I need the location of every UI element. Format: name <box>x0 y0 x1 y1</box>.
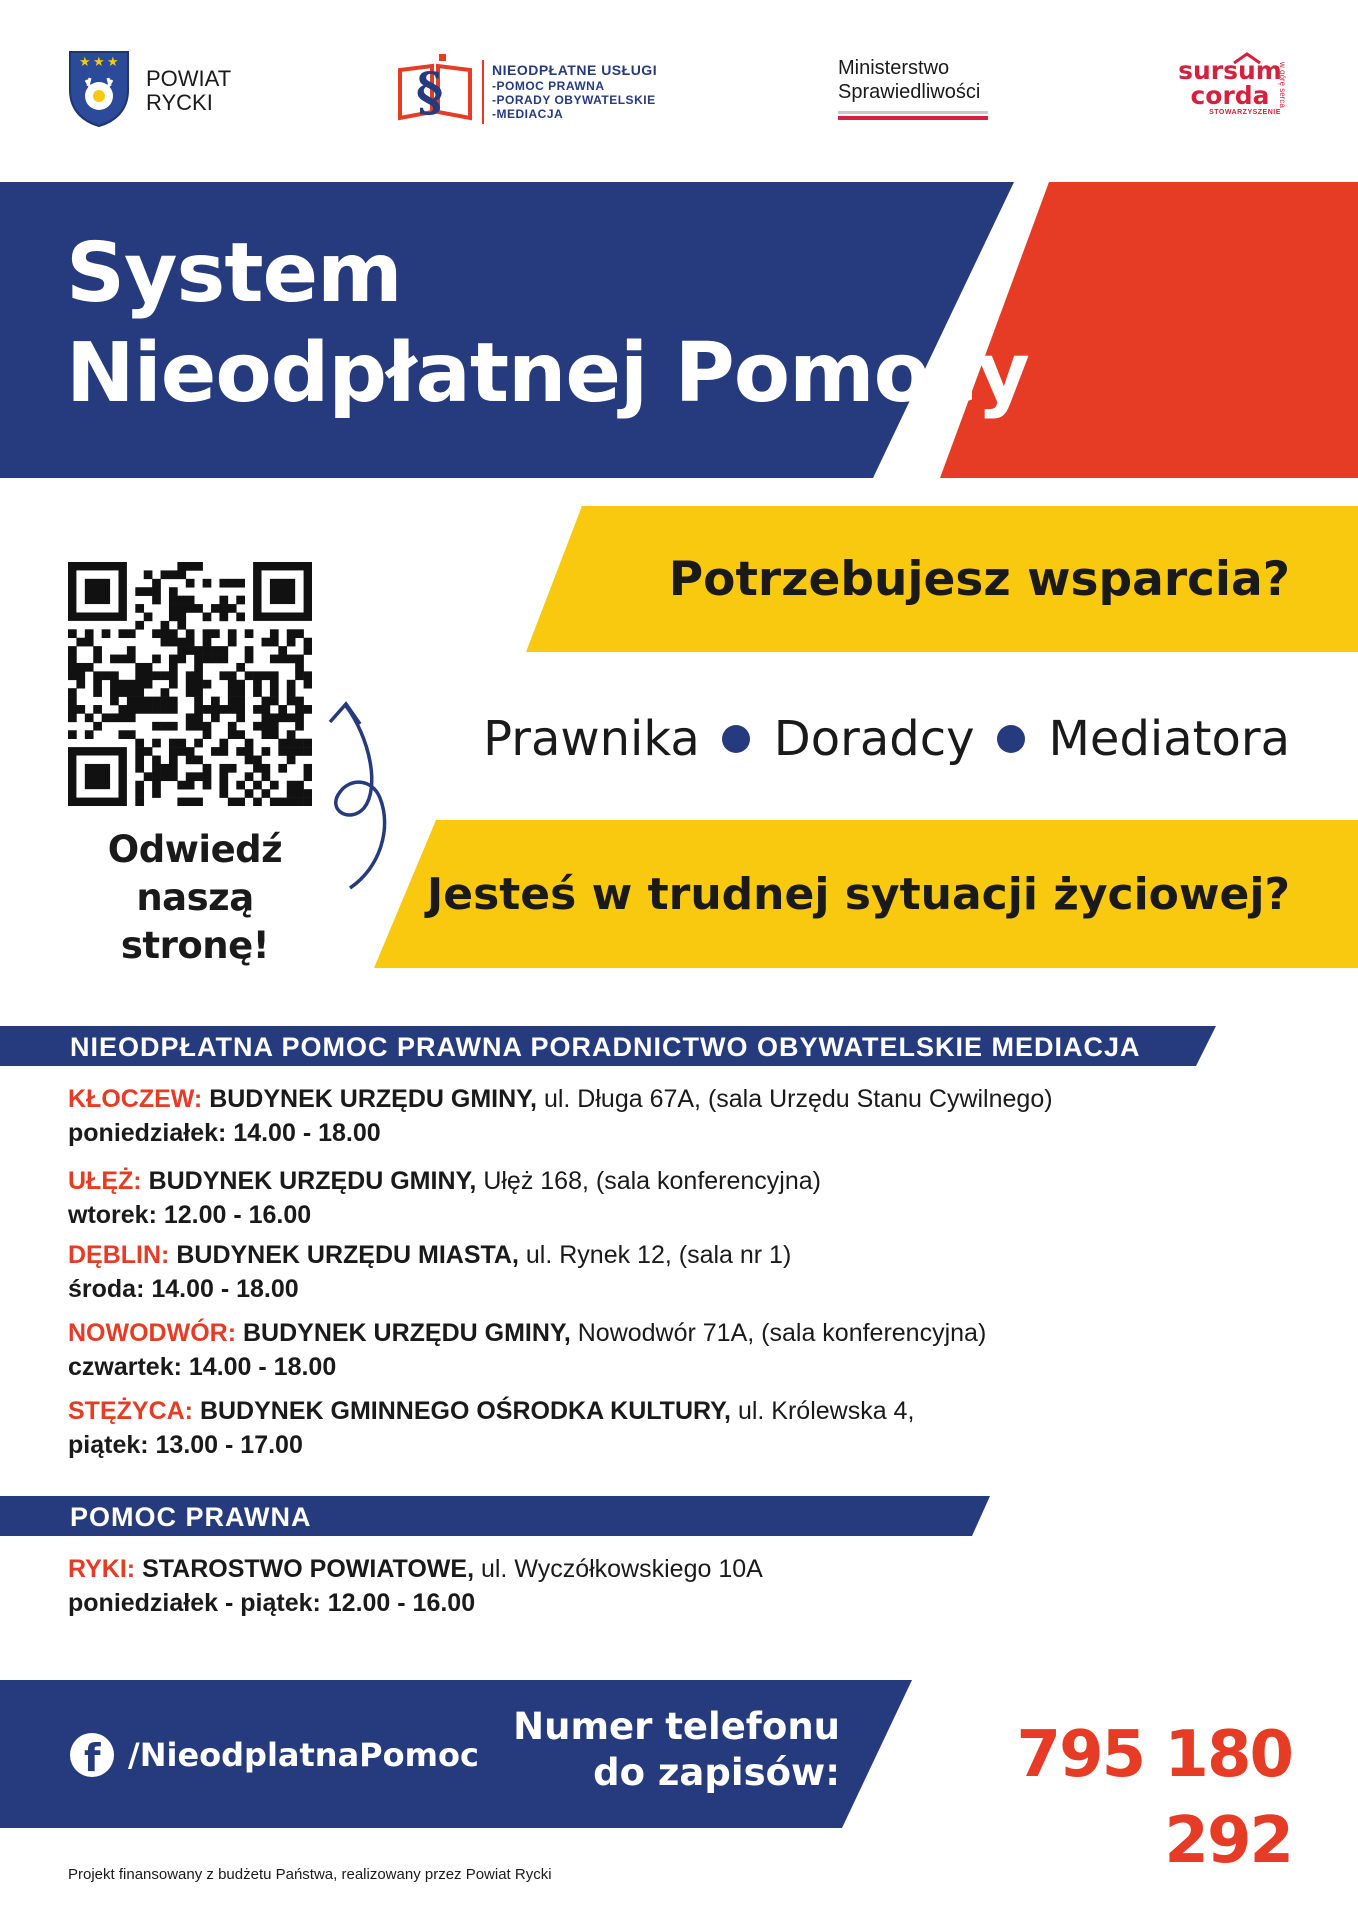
bullet-dot-icon <box>722 725 750 753</box>
location-line <box>68 1164 1288 1198</box>
flag-stripe-white <box>838 111 988 114</box>
roles-row <box>460 706 1290 772</box>
header-logos <box>0 0 1358 150</box>
address: ul. Rynek 12, (sala nr 1) <box>525 1241 792 1269</box>
nieodplatne-item: -POMOC PRAWNA <box>492 79 605 93</box>
building-name: BUDYNEK URZĘDU MIASTA, <box>176 1241 519 1269</box>
svg-text:★: ★ <box>107 54 119 69</box>
nieodplatne-logo-text <box>492 62 657 121</box>
address: Ułęż 168, (sala konferencyjna) <box>483 1167 821 1195</box>
role-label: Prawnika <box>483 711 700 767</box>
address: ul. Długa 67A, (sala Urzędu Stanu Cywilnego) <box>543 1085 1053 1113</box>
location-line <box>68 1394 1288 1428</box>
funding-note: Projekt finansowany z budżetu Państwa, realizowany przez Powiat Rycki <box>68 1866 552 1883</box>
building-name: BUDYNEK URZĘDU GMINY, <box>148 1167 477 1195</box>
ministerstwo-line: Sprawiedliwości <box>838 81 981 103</box>
facebook-link[interactable] <box>70 1733 479 1780</box>
banner-title-line: Nieodpłatnej Pomocy <box>66 326 1029 421</box>
nieodplatne-title: NIEODPŁATNE USŁUGI <box>492 62 658 78</box>
phone-label <box>500 1704 840 1796</box>
building-name: BUDYNEK GMINNEGO OŚRODKA KULTURY, <box>199 1397 731 1425</box>
banner-title-line: System <box>66 226 402 321</box>
nieodplatne-item: -MEDIACJA <box>492 107 564 121</box>
role-label: Mediatora <box>1048 711 1290 767</box>
role-label: Doradcy <box>773 711 975 767</box>
location-name: STĘŻYCA: <box>68 1397 193 1425</box>
phone-number[interactable]: 795 180 292 <box>1016 1718 1292 1878</box>
sursum-corda-logo: sursum corda STOWARZYSZENIE w górę serca <box>1170 58 1290 118</box>
section2-entries <box>68 1552 1288 1628</box>
nieodplatne-item: -PORADY OBYWATELSKIE <box>492 93 656 107</box>
location-line <box>68 1552 1288 1586</box>
powiat-crest-icon <box>68 50 130 128</box>
location-entry <box>68 1316 1288 1384</box>
svg-text:§: § <box>416 62 444 123</box>
opening-hours: poniedziałek: 14.00 - 18.00 <box>68 1119 381 1147</box>
phone-label-line: do zapisów: <box>593 1751 840 1794</box>
opening-hours: wtorek: 12.00 - 16.00 <box>68 1201 312 1229</box>
location-entry <box>68 1164 1288 1232</box>
location-entry <box>68 1082 1288 1150</box>
location-line <box>68 1316 1288 1350</box>
bullet-dot-icon <box>997 725 1025 753</box>
house-roof-icon <box>1232 52 1262 64</box>
location-entry <box>68 1552 1288 1620</box>
location-name: DĘBLIN: <box>68 1241 170 1269</box>
section2-heading: POMOC PRAWNA <box>70 1502 312 1532</box>
question-bottom: Jesteś w trudnej sytuacji życiowej? <box>426 869 1290 920</box>
location-name: RYKI: <box>68 1555 136 1583</box>
location-entry <box>68 1394 1288 1462</box>
nieodplatne-divider <box>482 60 484 124</box>
location-line <box>68 1238 1288 1272</box>
building-name: BUDYNEK URZĘDU GMINY, <box>209 1085 537 1113</box>
opening-hours: środa: 14.00 - 18.00 <box>68 1275 299 1303</box>
paragraph-book-icon <box>396 52 474 126</box>
opening-hours: piątek: 13.00 - 17.00 <box>68 1431 303 1459</box>
ministerstwo-logo <box>838 56 980 104</box>
section1-heading: NIEODPŁATNA POMOC PRAWNA PORADNICTWO OBYWATELSKIE MEDIACJA <box>70 1032 1141 1062</box>
building-name: STAROSTWO POWIATOWE, <box>142 1555 475 1583</box>
powiat-name: POWIAT RYCKI <box>146 66 232 115</box>
location-name: NOWODWÓR: <box>68 1319 237 1347</box>
qr-caption-line: Odwiedź <box>107 828 283 871</box>
question-top: Potrzebujesz wsparcia? <box>668 552 1290 607</box>
svg-text:★: ★ <box>79 54 91 69</box>
facebook-handle[interactable]: /NieodplatnaPomoc <box>128 1736 479 1774</box>
ministerstwo-line: Ministerstwo <box>838 57 950 79</box>
location-line <box>68 1082 1288 1116</box>
opening-hours: czwartek: 14.00 - 18.00 <box>68 1353 337 1381</box>
location-entry <box>68 1238 1288 1306</box>
address: ul. Królewska 4, <box>737 1397 915 1425</box>
facebook-icon: f <box>70 1733 114 1777</box>
address: Nowodwór 71A, (sala konferencyjna) <box>577 1319 987 1347</box>
phone-label-line: Numer telefonu <box>513 1705 840 1748</box>
flag-stripe-red <box>838 116 988 120</box>
opening-hours: poniedziałek - piątek: 12.00 - 16.00 <box>68 1589 476 1617</box>
banner-title <box>66 224 1029 424</box>
address: ul. Wyczółkowskiego 10A <box>480 1555 763 1583</box>
location-name: UŁĘŻ: <box>68 1167 142 1195</box>
building-name: BUDYNEK URZĘDU GMINY, <box>242 1319 571 1347</box>
svg-text:★: ★ <box>93 54 105 69</box>
location-name: KŁOCZEW: <box>68 1085 203 1113</box>
qr-caption-line: naszą stronę! <box>120 876 270 967</box>
section1-entries <box>68 1082 1288 1470</box>
